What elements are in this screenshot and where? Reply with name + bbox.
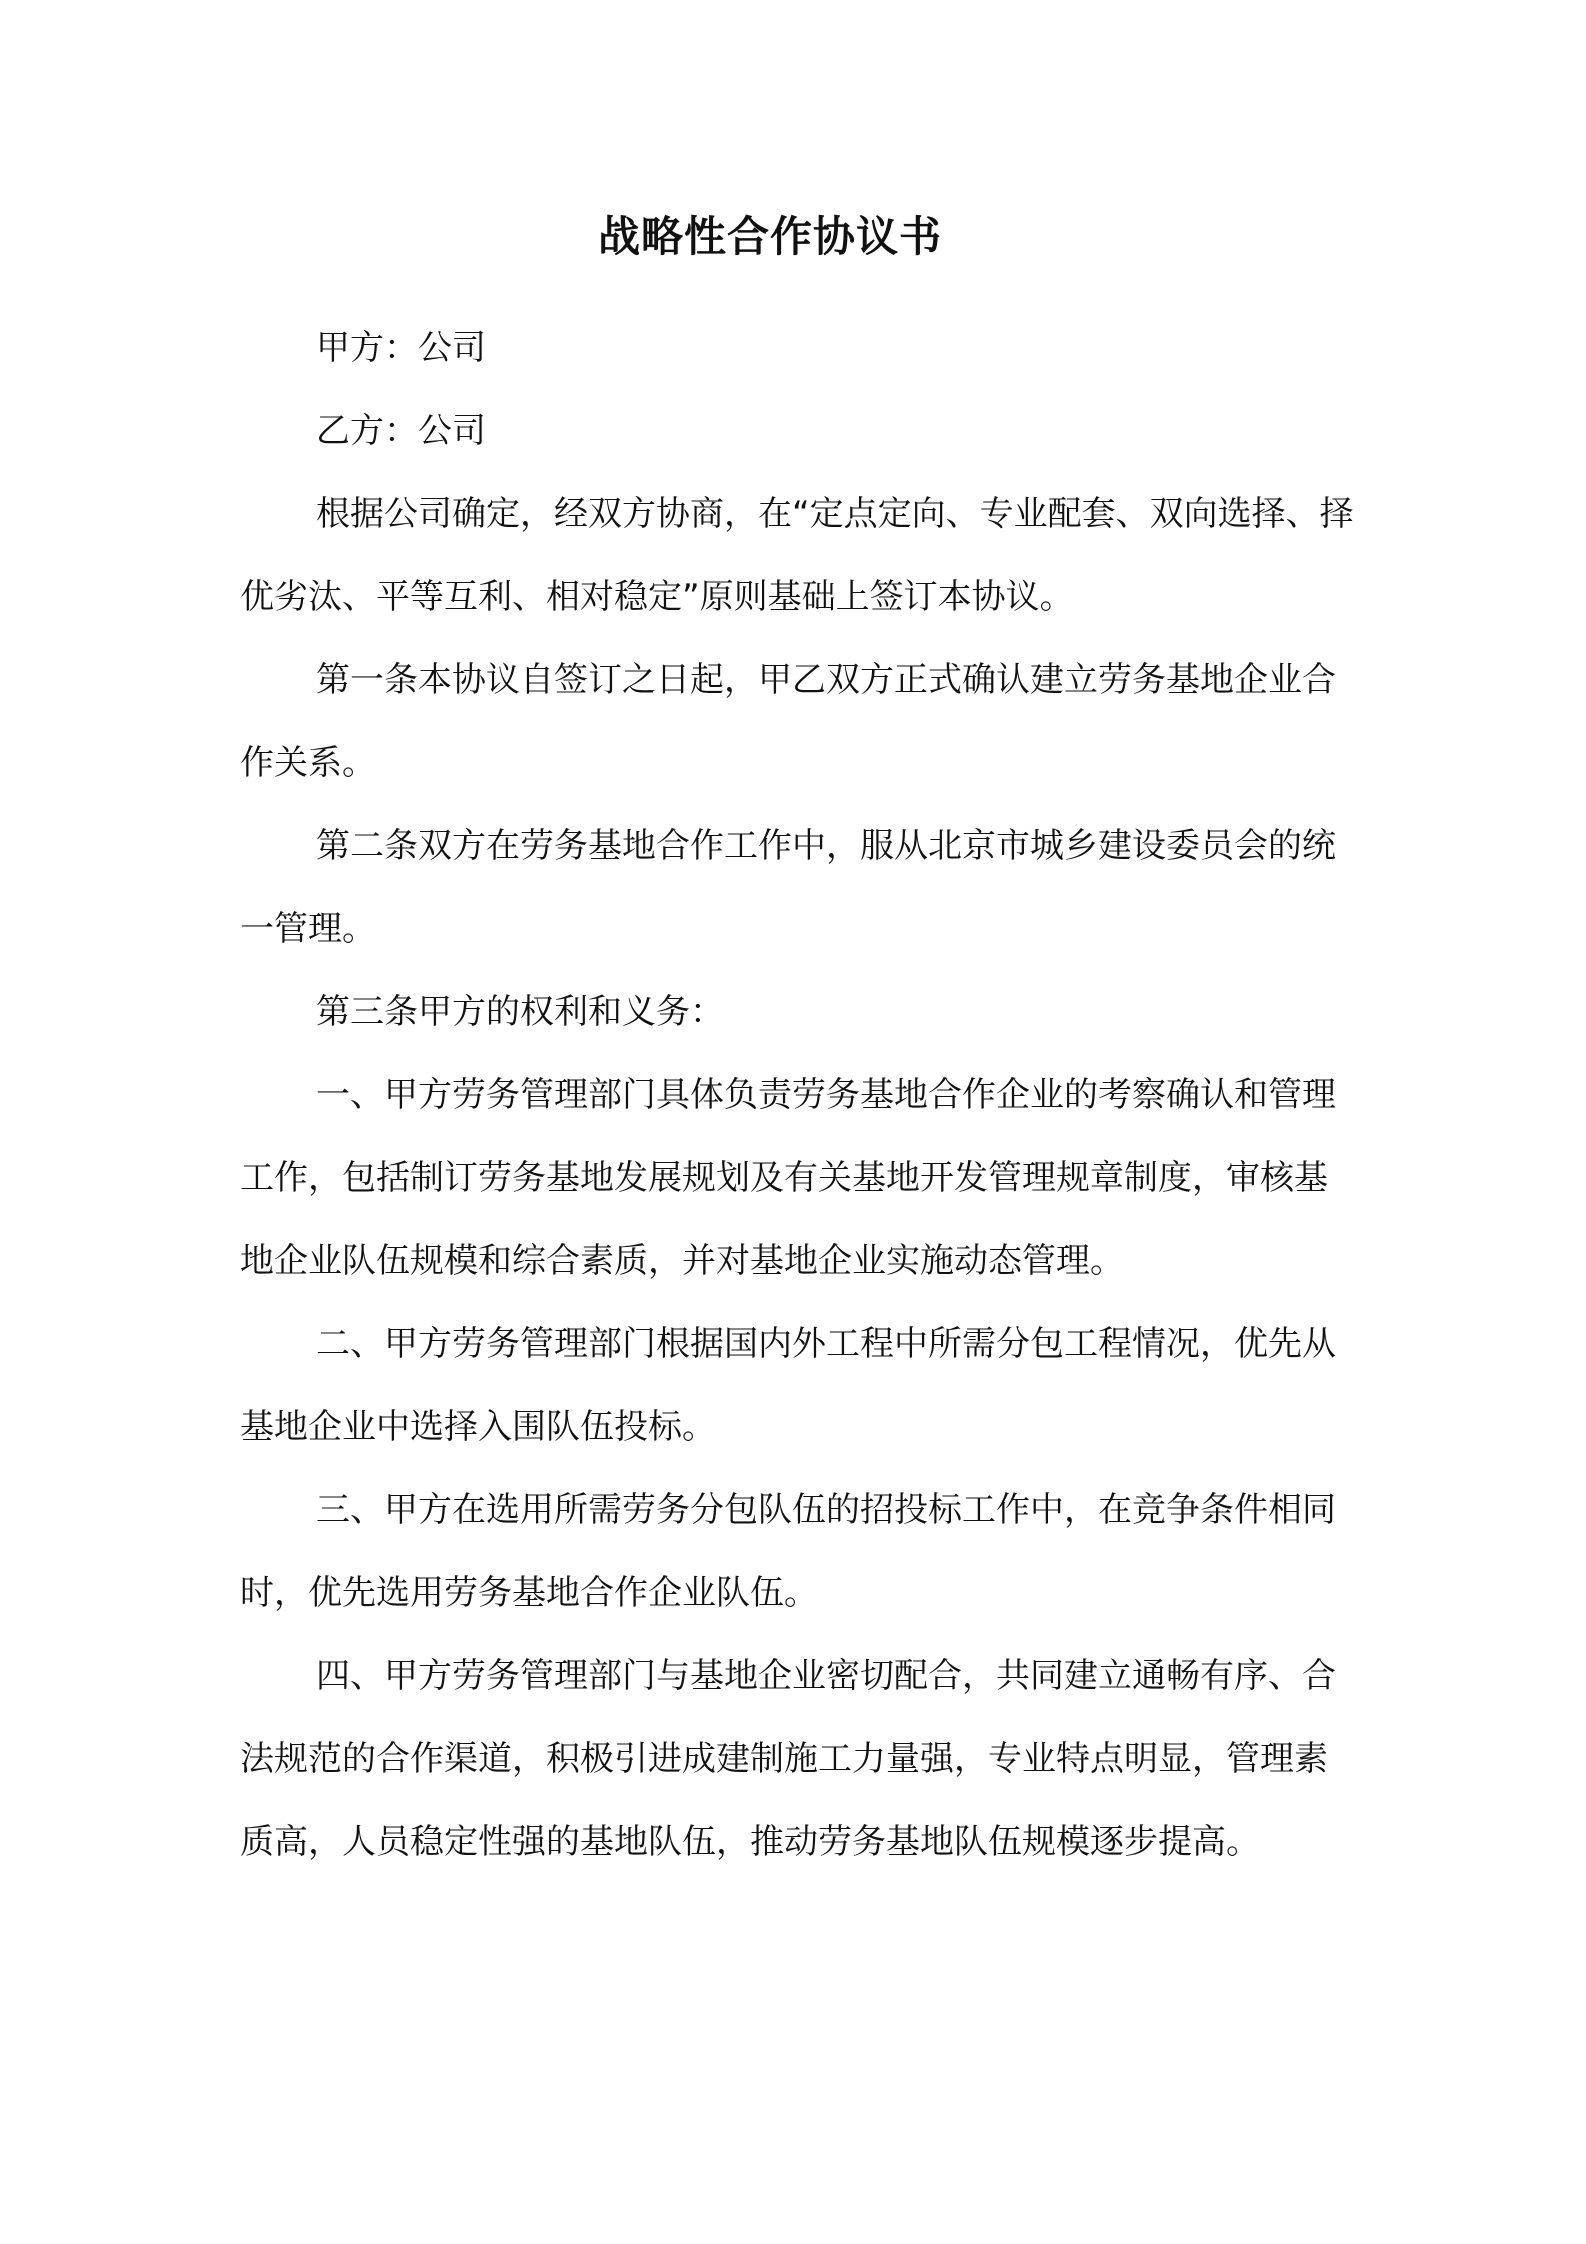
agreement-body <box>240 205 1360 1884</box>
article-three-heading: 第三条甲方的权利和义务： <box>316 992 724 1032</box>
document-title: 战略性合作协议书 <box>597 212 942 261</box>
party-b: 乙方：公司 <box>316 411 486 451</box>
article-three-item-four: 四、甲方劳务管理部门与基地企业密切配合，共同建立通畅有序、合法规范的合作渠道，积极引进成建制施工力量强，专业特点明显，管理素质高，人员稳定性强的基地队伍，推动劳务基地队伍规模逐步提高。 <box>240 1656 1336 1862</box>
article-three-item-one: 一、甲方劳务管理部门具体负责劳务基地合作企业的考察确认和管理工作，包括制订劳务基地发展规划及有关基地开发管理规章制度，审核基地企业队伍规模和综合素质，并对基地企业实施动态管理。 <box>240 1075 1336 1281</box>
article-two: 第二条双方在劳务基地合作工作中，服从北京市城乡建设委员会的统一管理。 <box>240 826 1336 949</box>
article-one: 第一条本协议自签订之日起，甲乙双方正式确认建立劳务基地企业合作关系。 <box>240 660 1336 783</box>
party-a: 甲方：公司 <box>316 328 486 368</box>
article-three-item-three: 三、甲方在选用所需劳务分包队伍的招投标工作中，在竞争条件相同时，优先选用劳务基地合作企业队伍。 <box>240 1490 1336 1613</box>
article-three-item-two: 二、甲方劳务管理部门根据国内外工程中所需分包工程情况，优先从基地企业中选择入围队伍投标。 <box>240 1324 1336 1447</box>
preamble-paragraph: 根据公司确定，经双方协商，在“定点定向、专业配套、双向选择、择优劣汰、平等互利、相对稳定”原则基础上签订本协议。 <box>240 494 1354 617</box>
